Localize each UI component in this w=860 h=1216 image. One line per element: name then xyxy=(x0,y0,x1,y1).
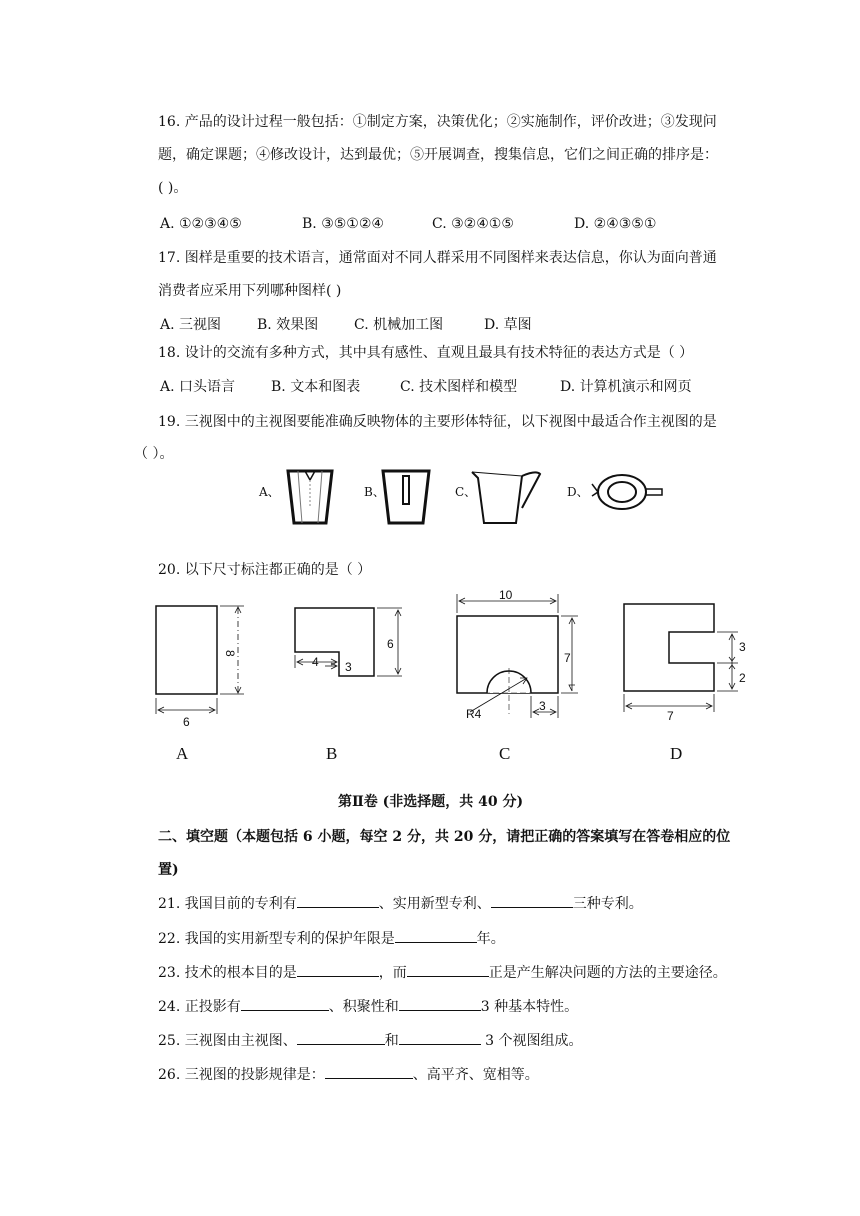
q19-fig-label-c: C、 xyxy=(455,485,477,499)
q24-text-post: 3 种基本特性。 xyxy=(480,999,579,1015)
q20-d-width-dim: 7 xyxy=(667,709,674,723)
q25-text-mid: 和 xyxy=(384,1033,399,1049)
q20-d-slot-dim: 3 xyxy=(739,640,746,654)
q21-text-post: 三种专利。 xyxy=(572,896,643,912)
q24 xyxy=(158,996,578,1017)
q23-text-pre: 23. 技术的根本目的是 xyxy=(158,965,297,981)
q22-text-post: 年。 xyxy=(476,931,505,947)
q17-option-b: B. 效果图 xyxy=(257,317,319,333)
q25-blank-1[interactable] xyxy=(297,1030,385,1045)
q20-b-right-dim: 3 xyxy=(345,660,352,674)
q16-option-d: D. ②④③⑤① xyxy=(574,216,657,232)
q16-line3: ( )。 xyxy=(158,180,188,196)
q20-label-a: A xyxy=(176,744,189,763)
q26 xyxy=(158,1064,539,1085)
q19-fig-label-b: B、 xyxy=(364,485,385,499)
q20-c-height-dim: 7 xyxy=(564,651,571,665)
q16-line1: 16. 产品的设计过程一般包括：①制定方案，决策优化；②实施制作，评价改进；③发现问 xyxy=(158,114,717,130)
q19-line1: 19. 三视图中的主视图要能准确反映物体的主要形体特征，以下视图中最适合作主视图的是 xyxy=(158,414,717,430)
q22-text-pre: 22. 我国的实用新型专利的保护年限是 xyxy=(158,931,395,947)
q20-a-height-dim: 8 xyxy=(223,650,237,657)
q22 xyxy=(158,928,505,949)
q17-line1: 17. 图样是重要的技术语言，通常面对不同人群采用不同图样来表达信息，你认为面向普通 xyxy=(158,250,717,266)
q20-b-height-dim: 6 xyxy=(387,637,394,651)
q20-figure-c xyxy=(450,586,590,726)
q20-label-d: D xyxy=(670,744,683,763)
q19-figure-b xyxy=(381,468,441,528)
q18-option-c: C. 技术图样和模型 xyxy=(400,379,518,395)
q17-option-c: C. 机械加工图 xyxy=(354,317,444,333)
q24-blank-1[interactable] xyxy=(241,996,329,1011)
q21 xyxy=(158,893,643,914)
q20-figure-b xyxy=(290,600,410,710)
q16-option-a: A. ①②③④⑤ xyxy=(160,216,242,232)
section2-heading-line1: 二、填空题（本题包括 6 小题，每空 2 分，共 20 分，请把正确的答案填写在答卷相应的位 xyxy=(158,829,731,845)
q26-text-pre: 26. 三视图的投影规律是： xyxy=(158,1067,325,1083)
q19-fig-label-d: D、 xyxy=(567,485,589,499)
q21-text-pre: 21. 我国目前的专利有 xyxy=(158,896,297,912)
q16-option-b: B. ③⑤①②④ xyxy=(302,216,384,232)
q25-blank-2[interactable] xyxy=(399,1030,481,1045)
q20-c-top-dim: 10 xyxy=(499,588,513,602)
q24-blank-2[interactable] xyxy=(399,996,481,1011)
q23 xyxy=(158,962,727,983)
q25-text-pre: 25. 三视图由主视图、 xyxy=(158,1033,297,1049)
q23-blank-2[interactable] xyxy=(407,962,489,977)
q17-line2: 消费者应采用下列哪种图样( ) xyxy=(158,283,342,299)
q20-c-bottom-dim: 3 xyxy=(539,699,546,713)
q20-figure-a xyxy=(150,600,260,740)
q18-option-d: D. 计算机演示和网页 xyxy=(560,379,692,395)
section2-title: 第Ⅱ卷 (非选择题，共 40 分) xyxy=(338,794,524,810)
q18-option-a: A. 口头语言 xyxy=(160,379,236,395)
q22-blank-1[interactable] xyxy=(395,928,477,943)
q19-figure-a xyxy=(286,468,346,528)
q26-text-post: 、高平齐、宽相等。 xyxy=(412,1067,539,1083)
q26-blank-1[interactable] xyxy=(325,1064,413,1079)
q20-label-b: B xyxy=(326,744,338,763)
q25-text-post: 3 个视图组成。 xyxy=(480,1033,583,1049)
q20-c-radius-dim: R4 xyxy=(466,707,482,721)
q25 xyxy=(158,1030,583,1051)
q19-line2: （ ）。 xyxy=(134,446,174,462)
section2-heading-line2: 置) xyxy=(158,862,179,878)
q21-blank-2[interactable] xyxy=(491,893,573,908)
q20-figure-d xyxy=(618,600,758,723)
q18-option-b: B. 文本和图表 xyxy=(271,379,361,395)
q20-label-c: C xyxy=(499,744,511,763)
q23-blank-1[interactable] xyxy=(297,962,379,977)
q19-fig-label-a: A、 xyxy=(259,485,280,499)
q24-text-pre: 24. 正投影有 xyxy=(158,999,241,1015)
q16-option-c: C. ③②④①⑤ xyxy=(432,216,514,232)
q17-option-d: D. 草图 xyxy=(484,317,532,333)
q24-text-mid: 、积聚性和 xyxy=(328,999,399,1015)
q23-text-mid: ，而 xyxy=(378,965,407,981)
q18-line1: 18. 设计的交流有多种方式，其中具有感性、直观且最具有技术特征的表达方式是（ ） xyxy=(158,345,694,361)
q19-figure-d xyxy=(592,468,672,518)
q17-option-a: A. 三视图 xyxy=(160,317,222,333)
q20-d-bottom-dim: 2 xyxy=(739,671,746,685)
q20-b-left-dim: 4 xyxy=(312,655,319,669)
q21-text-mid: 、实用新型专利、 xyxy=(378,896,491,912)
q23-text-post: 正是产生解决问题的方法的主要途径。 xyxy=(488,965,727,981)
q19-figure-c xyxy=(470,468,550,528)
q16-line2: 题，确定课题；④修改设计，达到最优；⑤开展调查，搜集信息，它们之间正确的排序是： xyxy=(158,147,718,163)
q21-blank-1[interactable] xyxy=(297,893,379,908)
q20-line1: 20. 以下尺寸标注都正确的是（ ） xyxy=(158,562,372,578)
q20-a-width-dim: 6 xyxy=(183,715,190,729)
